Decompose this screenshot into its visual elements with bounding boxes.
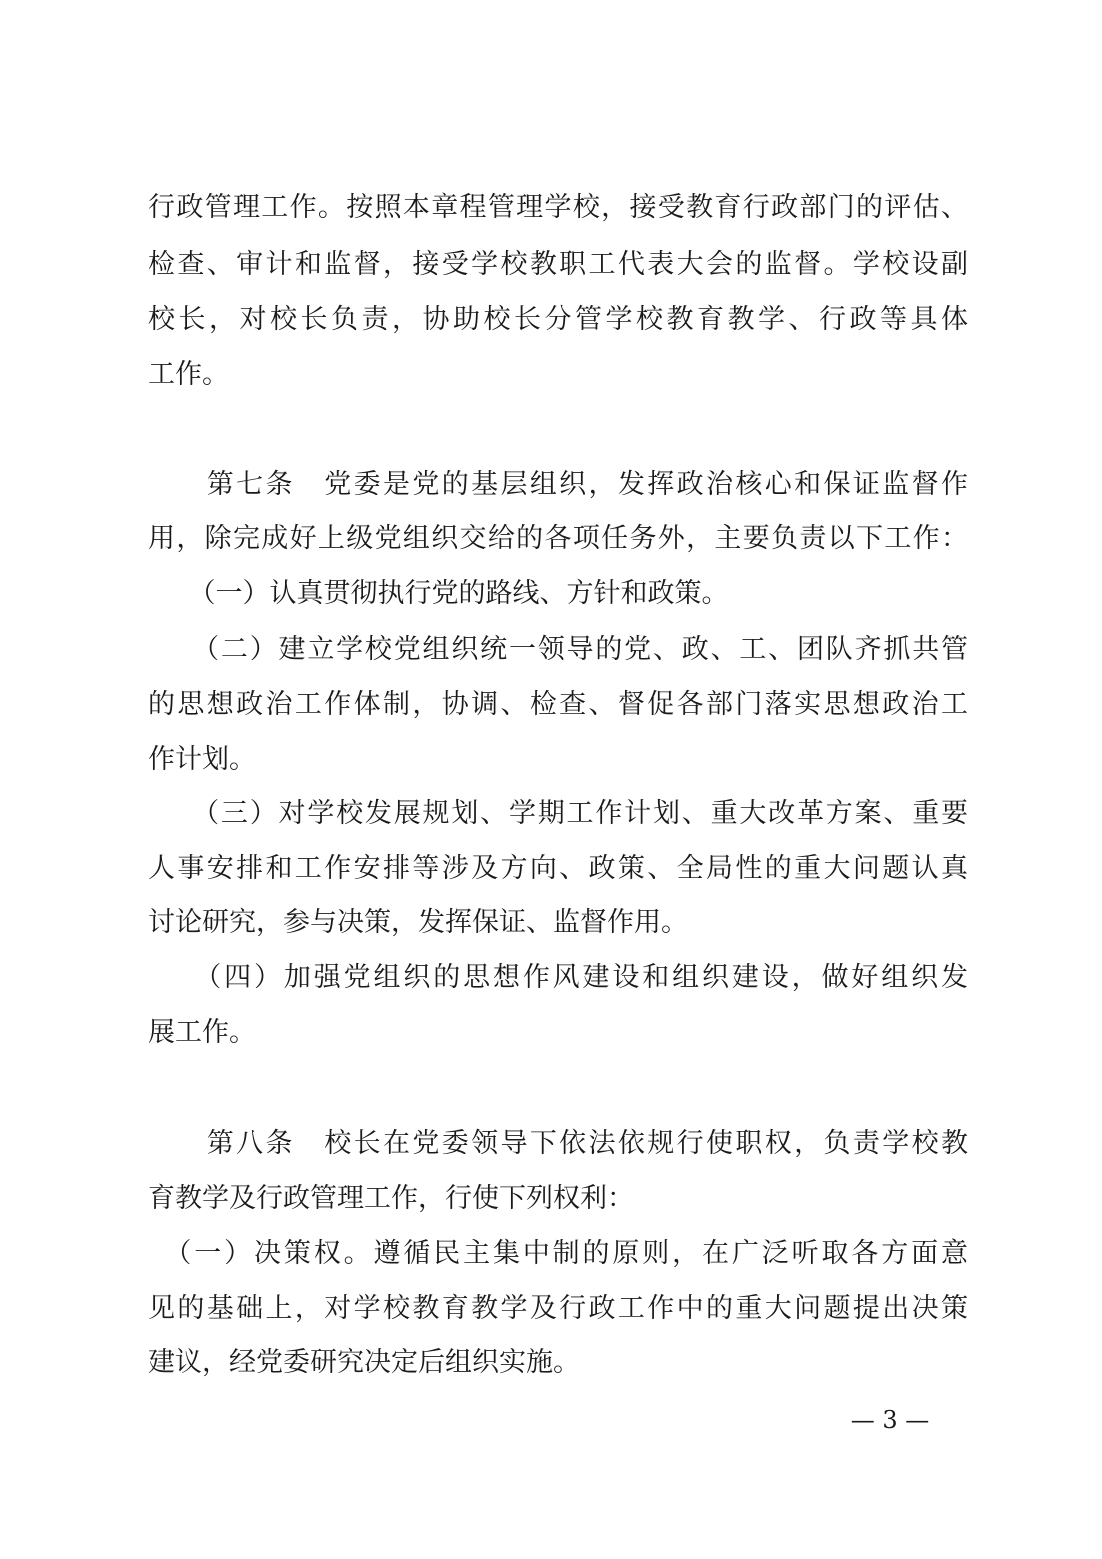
paragraph-line: 检查、审计和监督，接受学校教职工代表大会的监督。学校设副 [148,249,968,280]
paragraph-line: 的思想政治工作体制，协调、检查、督促各部门落实思想政治工 [148,689,968,720]
page-number: — 3 — [850,1406,930,1434]
paragraph-line: 行政管理工作。按照本章程管理学校，接受教育行政部门的评估、 [148,192,968,223]
paragraph-line: 讨论研究，参与决策，发挥保证、监督作用。 [148,907,688,938]
paragraph-line: 作计划。 [148,744,256,775]
paragraph-line: 用，除完成好上级党组织交给的各项任务外，主要负责以下工作： [148,523,968,554]
list-item-line: （三）对学校发展规划、学期工作计划、重大改革方案、重要 [148,798,968,829]
article-heading-line: 第八条 校长在党委领导下依法依规行使职权，负责学校教 [148,1128,968,1159]
paragraph-line: 人事安排和工作安排等涉及方向、政策、全局性的重大问题认真 [148,853,968,884]
paragraph-line: 育教学及行政管理工作，行使下列权利： [148,1183,634,1214]
paragraph-line: 工作。 [148,359,229,390]
paragraph-line: 建议，经党委研究决定后组织实施。 [148,1347,580,1378]
paragraph-line: 展工作。 [148,1017,256,1048]
list-item-line: （一）决策权。遵循民主集中制的原则，在广泛听取各方面意 [148,1238,968,1269]
list-item-line: （一）认真贯彻执行党的路线、方针和政策。 [148,578,729,609]
list-item-line: （四）加强党组织的思想作风建设和组织建设，做好组织发 [148,962,968,993]
article-heading-line: 第七条 党委是党的基层组织，发挥政治核心和保证监督作 [148,469,968,500]
paragraph-line: 校长，对校长负责，协助校长分管学校教育教学、行政等具体 [148,304,968,335]
paragraph-line: 见的基础上，对学校教育教学及行政工作中的重大问题提出决策 [148,1293,968,1324]
list-item-line: （二）建立学校党组织统一领导的党、政、工、团队齐抓共管 [148,634,968,665]
